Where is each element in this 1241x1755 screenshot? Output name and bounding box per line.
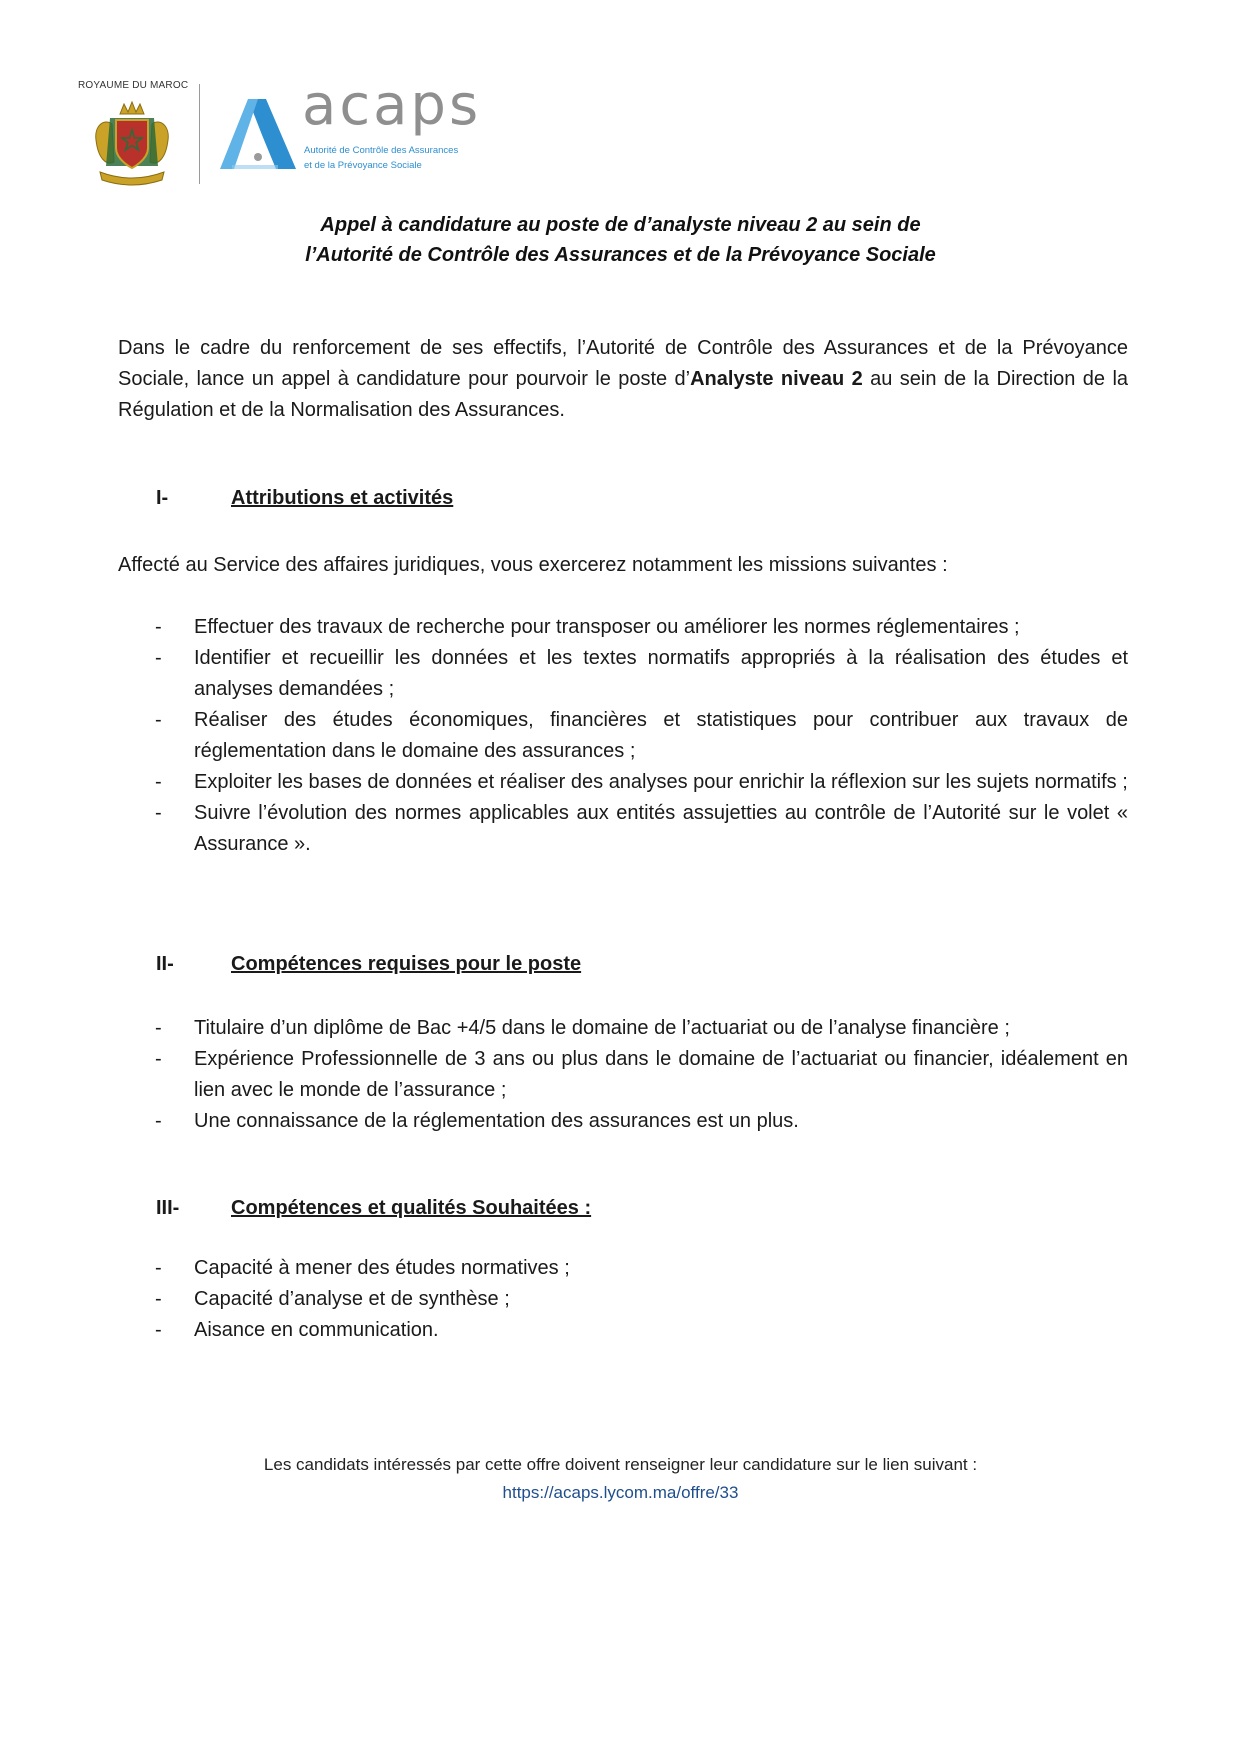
list-item: - Aisance en communication. [155,1315,1128,1346]
requirements-list [155,1013,1128,1137]
list-item: - Réaliser des études économiques, financières et statistiques pour contribuer aux travaux de réglementation dans le domaine des assurances ; [155,705,1128,767]
section-title: Attributions et activités [231,487,454,509]
section-number: III- [156,1197,180,1219]
list-item: - Effectuer des travaux de recherche pour transposer ou améliorer les normes réglementaires ; [155,612,1128,643]
list-item: - Exploiter les bases de données et réaliser des analyses pour enrichir la réflexion sur les sujets normatifs ; [155,767,1128,798]
coat-of-arms-icon [92,100,172,188]
kingdom-label: ROYAUME DU MAROC [78,80,189,91]
missions-list [155,612,1128,860]
acaps-wordmark: acaps [302,73,482,138]
title-line: Appel à candidature au poste de d’analyste niveau 2 au sein de [320,214,921,236]
list-item: - Expérience Professionnelle de 3 ans ou plus dans le domaine de l’actuariat ou financier, idéalement en lien avec le monde de l’assurance ; [155,1044,1128,1106]
section-number: I- [156,487,169,509]
logo-divider [199,84,200,184]
acaps-subtitle-line: Autorité de Contrôle des Assurances [304,145,459,156]
intro-paragraph [118,333,1128,426]
list-item: - Titulaire d’un diplôme de Bac +4/5 dans le domaine de l’actuariat ou de l’analyse financière ; [155,1013,1128,1044]
list-item: - Capacité à mener des études normatives ; [155,1253,1128,1284]
position-name: Analyste niveau 2 [690,368,863,390]
section-heading [156,953,581,976]
application-link[interactable]: https://acaps.lycom.ma/offre/33 [502,1483,739,1502]
title-line: l’Autorité de Contrôle des Assurances et de la Prévoyance Sociale [305,244,936,266]
list-item: - Suivre l’évolution des normes applicables aux entités assujetties au contrôle de l’Autorité sur le volet « Assurance ». [155,798,1128,860]
list-item: - Capacité d’analyse et de synthèse ; [155,1284,1128,1315]
list-item: - Une connaissance de la réglementation des assurances est un plus. [155,1106,1128,1137]
list-item: - Identifier et recueillir les données et les textes normatifs appropriés à la réalisation des études et analyses demandées ; [155,643,1128,705]
acaps-logo-icon [218,97,298,171]
application-note-text: Les candidats intéressés par cette offre doivent renseigner leur candidature sur le lien suivant : [263,1455,978,1474]
page-title [0,210,1241,270]
section-number: II- [156,953,174,975]
intro-text: Dans le cadre du renforcement de ses effectifs, l’Autorité de Contrôle des Assurances et de la Prévoyance Sociale, lance un appel à candidature pour pourvoir le poste d’ [118,337,1128,390]
section-heading [156,487,453,510]
intro-text: au sein de la Direction de la Régulation et de la Normalisation des Assurances. [118,368,1129,421]
section-lead: Affecté au Service des affaires juridiques, vous exercerez notamment les missions suivantes : [118,554,948,576]
qualities-list [155,1253,1128,1346]
acaps-subtitle [304,143,458,173]
section-heading [156,1197,591,1220]
acaps-subtitle-line: et de la Prévoyance Sociale [304,160,422,171]
section-title: Compétences requises pour le poste [231,953,582,975]
application-note [0,1451,1241,1507]
section-title: Compétences et qualités Souhaitées : [231,1197,592,1219]
